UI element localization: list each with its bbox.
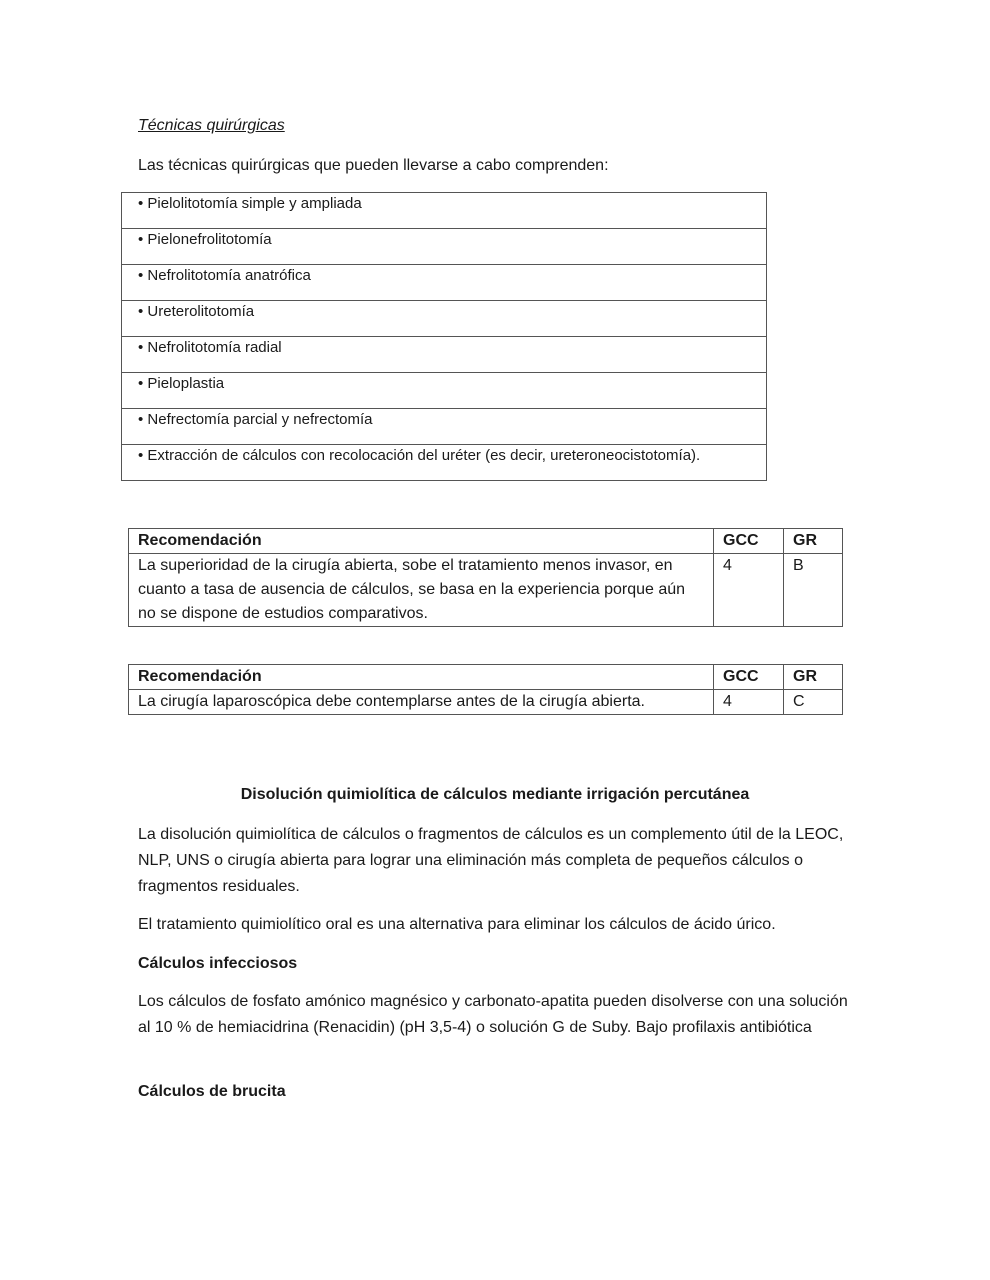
table-row xyxy=(122,373,767,409)
section-heading: Técnicas quirúrgicas xyxy=(138,117,285,134)
recommendation-text: La superioridad de la cirugía abierta, sobe el tratamiento menos invasor, en cuanto a tasa de ausencia de cálculos, se basa en la experiencia porque aún no se dispone de estudios comparativos. xyxy=(129,554,714,627)
list-item: • Ureterolitotomía xyxy=(122,301,767,337)
table-row xyxy=(122,337,767,373)
table-row xyxy=(122,193,767,229)
subheading-brucita: Cálculos de brucita xyxy=(138,1083,286,1100)
table-header-row xyxy=(129,529,843,554)
header-gcc: GCC xyxy=(714,665,784,690)
header-gcc: GCC xyxy=(714,529,784,554)
list-item: • Extracción de cálculos con recolocación del uréter (es decir, ureteroneocistotomía). xyxy=(122,445,767,481)
gcc-value: 4 xyxy=(714,690,784,715)
paragraph-3: Los cálculos de fosfato amónico magnésico y carbonato-apatita pueden disolverse con una solución al 10 % de hemiacidrina (Renacidin) (pH 3,5-4) o solución G de Suby. Bajo profilaxis antibiótica xyxy=(138,993,848,1036)
list-item: • Pielonefrolitotomía xyxy=(122,229,767,265)
list-item: • Nefrectomía parcial y nefrectomía xyxy=(122,409,767,445)
techniques-table xyxy=(121,192,767,481)
recommendation-table-1 xyxy=(128,528,843,627)
table-row xyxy=(122,409,767,445)
recommendation-text: La cirugía laparoscópica debe contemplarse antes de la cirugía abierta. xyxy=(129,690,714,715)
table-row xyxy=(122,229,767,265)
paragraph-2: El tratamiento quimiolítico oral es una alternativa para eliminar los cálculos de ácido úrico. xyxy=(138,916,776,933)
header-gr: GR xyxy=(784,665,843,690)
gr-value: C xyxy=(784,690,843,715)
recommendation-table-2 xyxy=(128,664,843,715)
header-recomendacion: Recomendación xyxy=(129,665,714,690)
list-item: • Nefrolitotomía anatrófica xyxy=(122,265,767,301)
table-row xyxy=(129,554,843,627)
table-row xyxy=(129,690,843,715)
paragraph-1: La disolución quimiolítica de cálculos o fragmentos de cálculos es un complemento útil de la LEOC, NLP, UNS o cirugía abierta para lograr una eliminación más completa de pequeños cálculos o fragmentos residuales. xyxy=(138,826,844,895)
table-row xyxy=(122,301,767,337)
subheading-infecciosos: Cálculos infecciosos xyxy=(138,955,298,972)
table-row xyxy=(122,265,767,301)
gr-value: B xyxy=(784,554,843,627)
gcc-value: 4 xyxy=(714,554,784,627)
table-row xyxy=(122,445,767,481)
header-gr: GR xyxy=(784,529,843,554)
list-item: • Nefrolitotomía radial xyxy=(122,337,767,373)
header-recomendacion: Recomendación xyxy=(129,529,714,554)
list-item: • Pieloplastia xyxy=(122,373,767,409)
section-title: Disolución quimiolítica de cálculos mediante irrigación percutánea xyxy=(240,786,750,803)
table-header-row xyxy=(129,665,843,690)
list-item: • Pielolitotomía simple y ampliada xyxy=(122,193,767,229)
intro-paragraph: Las técnicas quirúrgicas que pueden llevarse a cabo comprenden: xyxy=(138,157,609,174)
